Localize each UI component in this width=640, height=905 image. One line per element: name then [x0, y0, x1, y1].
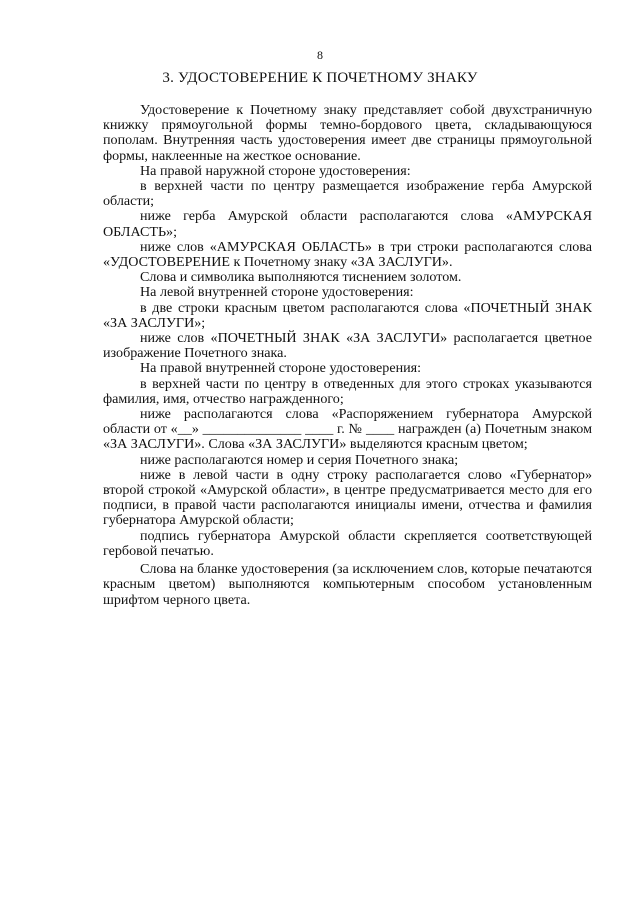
- paragraph: ниже располагаются номер и серия Почетного знака;: [140, 451, 459, 468]
- paragraph: На левой внутренней стороне удостоверения:: [140, 284, 414, 301]
- paragraph: На правой внутренней стороне удостоверения:: [140, 360, 422, 377]
- paragraph: ниже располагаются слова «Распоряжением губернатора Амурской области от «__» ______________ ____ г. № ____ награжден (а) Почетным знаком «ЗА ЗАСЛУГИ». Слова «ЗА ЗАСЛУГИ» выделяются красным цветом;: [103, 406, 592, 453]
- paragraph: ниже слов «АМУРСКАЯ ОБЛАСТЬ» в три строки располагаются слова «УДОСТОВЕРЕНИЕ к Почетному знаку «ЗА ЗАСЛУГИ».: [103, 238, 592, 271]
- page-number: 8: [317, 48, 323, 62]
- paragraph: Слова на бланке удостоверения (за исключением слов, которые печатаются красным цветом) выполняются компьютерным способом установленным шрифтом черного цвета.: [103, 561, 592, 608]
- paragraph: Удостоверение к Почетному знаку представляет собой двухстраничную книжку прямоугольной формы темно-бордового цвета, складывающуюся пополам. Внутренняя часть удостоверения имеет две страницы прямоугольной формы, наклеенные на жесткое основание.: [103, 102, 592, 164]
- paragraph: ниже в левой части в одну строку располагается слово «Губернатор» второй строкой «Амурской области», в центре предусматривается место для его подписи, в правой части располагаются инициалы имени, отчества и фамилия губернатора Амурской области;: [103, 466, 592, 529]
- section-title: 3. УДОСТОВЕРЕНИЕ К ПОЧЕТНОМУ ЗНАКУ: [162, 70, 478, 86]
- paragraph: подпись губернатора Амурской области скрепляется соответствующей гербовой печатью.: [103, 527, 592, 559]
- paragraph: ниже слов «ПОЧЕТНЫЙ ЗНАК «ЗА ЗАСЛУГИ» располагается цветное изображение Почетного знака.: [103, 330, 592, 362]
- paragraph: На правой наружной стороне удостоверения:: [140, 162, 411, 179]
- paragraph: в две строки красным цветом располагаются слова «ПОЧЕТНЫЙ ЗНАК «ЗА ЗАСЛУГИ»;: [103, 299, 592, 331]
- paragraph: Слова и символика выполняются тиснением золотом.: [140, 269, 462, 286]
- document-body: [103, 103, 592, 608]
- paragraph: ниже герба Амурской области располагаются слова «АМУРСКАЯ ОБЛАСТЬ»;: [103, 208, 592, 240]
- paragraph: в верхней части по центру размещается изображение герба Амурской области;: [103, 178, 592, 210]
- paragraph: в верхней части по центру в отведенных для этого строках указываются фамилия, имя, отчество награжденного;: [103, 375, 592, 407]
